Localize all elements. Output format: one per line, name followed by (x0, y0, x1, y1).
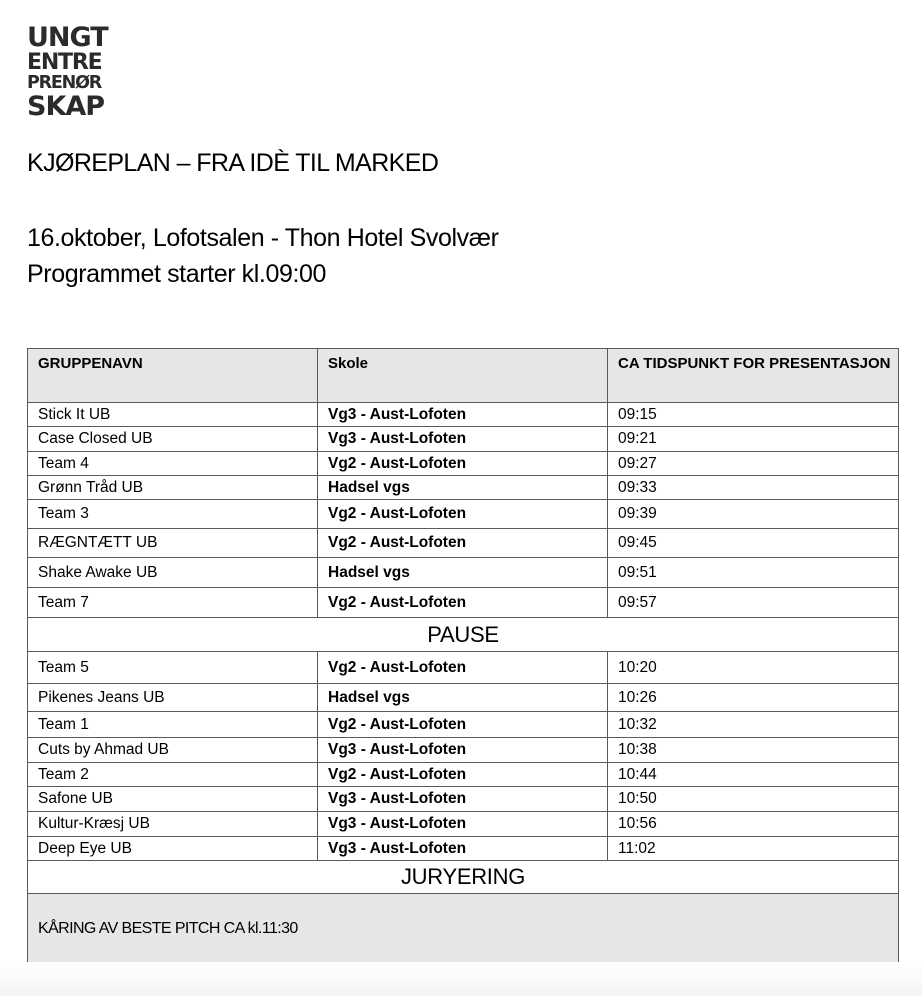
presentation-time: 10:32 (608, 712, 899, 738)
table-row (28, 427, 899, 452)
school-name: Vg2 - Aust-Lofoten (318, 763, 608, 787)
school-name: Vg2 - Aust-Lofoten (318, 452, 608, 476)
table-row (28, 787, 899, 812)
school-name: Hadsel vgs (318, 558, 608, 588)
presentation-time: 10:26 (608, 684, 899, 712)
table-row (28, 403, 899, 427)
table-row (28, 812, 899, 837)
logo-line: ENTRE (27, 50, 102, 75)
logo-line: SKAP (27, 90, 105, 122)
presentation-time: 10:20 (608, 652, 899, 684)
group-name: Deep Eye UB (28, 837, 318, 861)
presentation-time: 09:27 (608, 452, 899, 476)
group-name: Team 3 (28, 500, 318, 529)
school-name: Vg2 - Aust-Lofoten (318, 588, 608, 618)
event-date-location: 16.oktober, Lofotsalen - Thon Hotel Svolvær (27, 224, 499, 252)
logo-line: PRENØR (27, 73, 102, 93)
table-row (28, 476, 899, 500)
presentation-time: 10:38 (608, 738, 899, 763)
school-name: Vg3 - Aust-Lofoten (318, 427, 608, 452)
column-header-school: Skole (318, 349, 608, 403)
group-name: Safone UB (28, 787, 318, 812)
group-name: Team 7 (28, 588, 318, 618)
table-row (28, 529, 899, 558)
group-name: Case Closed UB (28, 427, 318, 452)
logo-line: UNGT (27, 22, 108, 53)
presentation-time: 09:45 (608, 529, 899, 558)
column-header-time: CA TIDSPUNKT FOR PRESENTASJON (608, 349, 899, 403)
table-row (28, 763, 899, 787)
award-row (28, 894, 899, 965)
presentation-time: 10:56 (608, 812, 899, 837)
school-name: Vg2 - Aust-Lofoten (318, 652, 608, 684)
table-row (28, 452, 899, 476)
table-row (28, 652, 899, 684)
document-title: KJØREPLAN – FRA IDÈ TIL MARKED (27, 149, 439, 177)
presentation-time: 09:15 (608, 403, 899, 427)
presentation-time: 09:57 (608, 588, 899, 618)
school-name: Vg2 - Aust-Lofoten (318, 500, 608, 529)
page-bottom-edge (0, 962, 922, 996)
school-name: Vg2 - Aust-Lofoten (318, 712, 608, 738)
presentation-time: 09:51 (608, 558, 899, 588)
pause-label: PAUSE (28, 618, 899, 652)
presentation-time: 09:33 (608, 476, 899, 500)
table-row (28, 588, 899, 618)
table-row (28, 738, 899, 763)
table-row (28, 837, 899, 861)
group-name: Grønn Tråd UB (28, 476, 318, 500)
school-name: Vg3 - Aust-Lofoten (318, 812, 608, 837)
jury-row (28, 861, 899, 894)
group-name: Cuts by Ahmad UB (28, 738, 318, 763)
group-name: Team 2 (28, 763, 318, 787)
presentation-time: 10:50 (608, 787, 899, 812)
schedule-table (27, 348, 899, 965)
table-header-row (28, 349, 899, 403)
table-row (28, 558, 899, 588)
group-name: Stick It UB (28, 403, 318, 427)
school-name: Vg3 - Aust-Lofoten (318, 837, 608, 861)
school-name: Vg3 - Aust-Lofoten (318, 738, 608, 763)
table-row (28, 500, 899, 529)
presentation-time: 11:02 (608, 837, 899, 861)
group-name: Team 1 (28, 712, 318, 738)
school-name: Hadsel vgs (318, 476, 608, 500)
jury-label: JURYERING (28, 861, 899, 894)
logo-ungt-entreprenorskap (27, 24, 108, 120)
group-name: Team 5 (28, 652, 318, 684)
group-name: RÆGNTÆTT UB (28, 529, 318, 558)
school-name: Vg3 - Aust-Lofoten (318, 403, 608, 427)
table-row (28, 712, 899, 738)
school-name: Hadsel vgs (318, 684, 608, 712)
group-name: Team 4 (28, 452, 318, 476)
school-name: Vg3 - Aust-Lofoten (318, 787, 608, 812)
presentation-time: 10:44 (608, 763, 899, 787)
column-header-group: GRUPPENAVN (28, 349, 318, 403)
table-row (28, 684, 899, 712)
presentation-time: 09:21 (608, 427, 899, 452)
group-name: Pikenes Jeans UB (28, 684, 318, 712)
group-name: Shake Awake UB (28, 558, 318, 588)
school-name: Vg2 - Aust-Lofoten (318, 529, 608, 558)
award-text: KÅRING AV BESTE PITCH CA kl.11:30 (28, 894, 899, 965)
presentation-time: 09:39 (608, 500, 899, 529)
program-start-time: Programmet starter kl.09:00 (27, 260, 327, 288)
pause-row (28, 618, 899, 652)
group-name: Kultur-Kræsj UB (28, 812, 318, 837)
